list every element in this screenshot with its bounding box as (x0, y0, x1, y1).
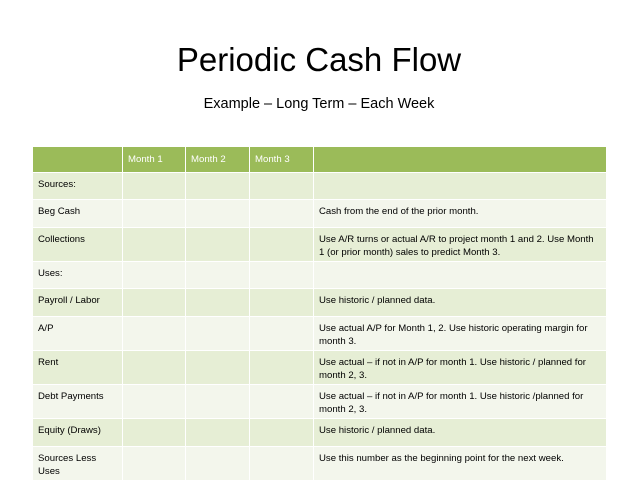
month-2-cell (186, 200, 250, 228)
month-3-cell (250, 200, 314, 228)
month-3-cell (250, 419, 314, 447)
month-3-cell (250, 317, 314, 351)
month-3-cell (250, 385, 314, 419)
header-cell-month-2: Month 2 (186, 147, 250, 173)
header-cell-month-3: Month 3 (250, 147, 314, 173)
table-row (33, 200, 607, 228)
row-label: A/P (33, 317, 123, 351)
month-1-cell (123, 447, 186, 481)
month-1-cell (123, 289, 186, 317)
month-2-cell (186, 228, 250, 262)
header-cell-label (33, 147, 123, 173)
month-1-cell (123, 351, 186, 385)
header-cell-month-1: Month 1 (123, 147, 186, 173)
table-row (33, 262, 607, 289)
table-row (33, 385, 607, 419)
month-2-cell (186, 447, 250, 481)
month-2-cell (186, 289, 250, 317)
slide-title: Periodic Cash Flow (176, 41, 462, 78)
row-label: Debt Payments (33, 385, 123, 419)
row-label: Collections (33, 228, 123, 262)
row-note: Use A/R turns or actual A/R to project month 1 and 2. Use Month 1 (or prior month) sales to predict Month 3. (314, 228, 607, 262)
row-note: Use actual – if not in A/P for month 1. Use historic /planned for month 2, 3. (314, 385, 607, 419)
month-1-cell (123, 385, 186, 419)
month-3-cell (250, 289, 314, 317)
month-1-cell (123, 262, 186, 289)
row-note: Use historic / planned data. (314, 419, 607, 447)
row-note: Use this number as the beginning point for the next week. (314, 447, 607, 481)
row-label: Rent (33, 351, 123, 385)
row-label: Uses: (33, 262, 123, 289)
table-row (33, 419, 607, 447)
month-2-cell (186, 419, 250, 447)
month-2-cell (186, 351, 250, 385)
row-note: Use actual A/P for Month 1, 2. Use historic operating margin for month 3. (314, 317, 607, 351)
month-2-cell (186, 385, 250, 419)
row-label: Payroll / Labor (33, 289, 123, 317)
month-3-cell (250, 351, 314, 385)
header-cell-notes (314, 147, 607, 173)
month-1-cell (123, 173, 186, 200)
row-note (314, 262, 607, 289)
slide-subtitle: Example – Long Term – Each Week (203, 96, 435, 112)
month-1-cell (123, 317, 186, 351)
row-note: Use historic / planned data. (314, 289, 607, 317)
table-row (33, 289, 607, 317)
row-label: Sources: (33, 173, 123, 200)
row-label: Beg Cash (33, 200, 123, 228)
table-row (33, 351, 607, 385)
month-2-cell (186, 173, 250, 200)
cash-flow-table (32, 146, 607, 481)
month-1-cell (123, 419, 186, 447)
month-3-cell (250, 173, 314, 200)
month-1-cell (123, 200, 186, 228)
month-2-cell (186, 317, 250, 351)
row-note (314, 173, 607, 200)
row-note: Cash from the end of the prior month. (314, 200, 607, 228)
table-row (33, 447, 607, 481)
table-row (33, 228, 607, 262)
table-row (33, 173, 607, 200)
row-note: Use actual – if not in A/P for month 1. Use historic / planned for month 2, 3. (314, 351, 607, 385)
table-header-row (33, 147, 607, 173)
table-row (33, 317, 607, 351)
month-2-cell (186, 262, 250, 289)
month-1-cell (123, 228, 186, 262)
row-label: Equity (Draws) (33, 419, 123, 447)
month-3-cell (250, 228, 314, 262)
row-label: Sources Less Uses (33, 447, 123, 481)
month-3-cell (250, 262, 314, 289)
month-3-cell (250, 447, 314, 481)
